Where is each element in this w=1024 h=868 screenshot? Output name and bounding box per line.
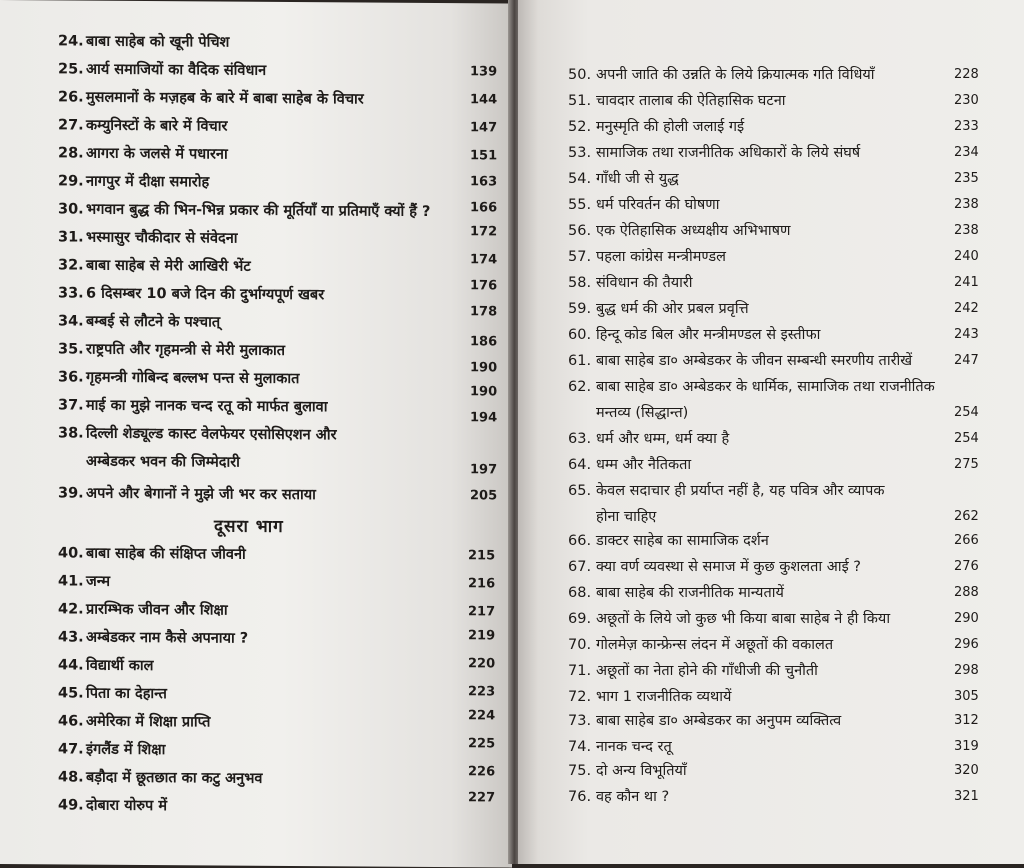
toc-entry (58, 712, 210, 731)
toc-entry-number: 54. (568, 170, 596, 188)
toc-page-number: 223 (468, 683, 495, 701)
toc-entry-title: पहला कांग्रेस मन्त्रीमण्डल (596, 249, 726, 265)
toc-page-number: 176 (470, 277, 497, 295)
toc-page-number: 319 (954, 738, 979, 756)
toc-entry-title: वह कौन था ? (596, 789, 669, 805)
toc-entry-number: 44. (58, 656, 86, 674)
toc-entry (58, 32, 229, 51)
toc-entry-title: भस्मासुर चौकीदार से संवेदना (86, 230, 238, 247)
toc-page-number: 166 (470, 199, 497, 217)
toc-entry-title: बड़ौदा में छूतछात का कटु अनुभव (86, 770, 263, 787)
toc-entry-title: बम्बई से लौटने के पश्चात् (86, 314, 220, 331)
toc-page-number: 178 (470, 303, 497, 321)
toc-page-number: 151 (470, 147, 497, 165)
toc-entry (568, 508, 656, 526)
toc-entry (568, 662, 818, 680)
toc-page-number: 290 (954, 610, 979, 628)
toc-page-number: 320 (954, 762, 979, 780)
toc-entry (568, 274, 693, 292)
toc-page-number: 139 (470, 63, 497, 81)
toc-entry-title: राष्ट्रपति और गृहमन्त्री से मेरी मुलाकात (86, 342, 285, 359)
toc-entry-number: 32. (58, 256, 86, 274)
toc-entry-title: नानक चन्द रतू (596, 739, 672, 755)
toc-entry-title: केवल सदाचार ही प्रर्याप्त नहीं है, यह पवित्र और व्यापक (596, 483, 885, 499)
toc-entry-number: 68. (568, 584, 596, 602)
toc-entry (568, 118, 744, 136)
toc-entry-number: 35. (58, 340, 86, 358)
toc-page-number: 247 (954, 352, 979, 370)
toc-entry-title: अपने और बेगानों ने मुझे जी भर कर सताया (86, 486, 316, 504)
toc-entry (58, 172, 209, 191)
toc-entry-title: दिल्ली शेड्यूल्ड कास्ट वेलफेयर एसोसिएशन और (86, 426, 337, 444)
toc-entry-title: बाबा साहेब की राजनीतिक मान्यतायें (596, 585, 784, 601)
toc-page-number: 172 (470, 223, 497, 241)
toc-page-number: 276 (954, 558, 979, 576)
toc-entry (58, 544, 246, 563)
toc-entry-number: 61. (568, 352, 596, 370)
toc-page-number: 219 (468, 627, 495, 645)
toc-page-number: 215 (468, 547, 495, 565)
toc-entry-number: 40. (58, 544, 86, 562)
toc-page-number: 144 (470, 91, 497, 109)
toc-entry-title: नागपुर में दीक्षा समारोह (86, 174, 209, 191)
toc-page-number: 216 (468, 575, 495, 593)
toc-entry-title: धर्म और धम्म, धर्म क्या है (596, 431, 729, 447)
toc-entry (58, 284, 324, 304)
toc-entry (58, 684, 167, 703)
toc-page-number: 205 (470, 487, 497, 505)
toc-entry (58, 200, 430, 221)
toc-entry (568, 762, 687, 780)
toc-page-number: 234 (954, 144, 979, 162)
toc-entry (58, 116, 227, 135)
toc-page-number: 296 (954, 636, 979, 654)
toc-entry-title: गोलमेज़ कान्फ्रेन्स लंदन में अछूतों की वकालत (596, 637, 833, 653)
toc-entry-title: संविधान की तैयारी (596, 275, 693, 291)
toc-entry-number: 43. (58, 628, 86, 646)
toc-entry-number: 74. (568, 738, 596, 756)
toc-entry-title: आगरा के जलसे में पधारना (86, 146, 228, 163)
toc-page-number: 224 (468, 707, 495, 725)
section-heading: दूसरा भाग (214, 513, 284, 536)
toc-entry-number: 57. (568, 248, 596, 266)
toc-page-number: 243 (954, 326, 979, 344)
right-page (518, 0, 1024, 864)
toc-entry (58, 600, 228, 619)
toc-page-number: 233 (954, 118, 979, 136)
toc-entry-title: मन्तव्य (सिद्धान्त) (596, 405, 688, 421)
toc-page-number: 241 (954, 274, 979, 292)
toc-entry-number: 42. (58, 600, 86, 618)
toc-page-number: 312 (954, 712, 979, 730)
toc-entry (568, 688, 731, 706)
toc-entry (58, 340, 285, 360)
toc-entry-number: 56. (568, 222, 596, 240)
toc-entry (58, 144, 228, 163)
toc-entry-number: 29. (58, 172, 86, 190)
toc-page-number: 262 (954, 508, 979, 526)
toc-entry-number: 72. (568, 688, 596, 706)
toc-entry-number: 46. (58, 712, 86, 730)
toc-entry-title: 6 दिसम्बर 10 बजे दिन की दुर्भाग्यपूर्ण खबर (86, 286, 324, 304)
toc-entry-number: 27. (58, 116, 86, 134)
toc-page-number: 147 (470, 119, 497, 137)
toc-page-number: 228 (954, 66, 979, 84)
toc-entry-title: भगवान बुद्ध की भिन-भिन्न प्रकार की मूर्तियाँ या प्रतिमाएँ क्यों हैं ? (86, 202, 430, 220)
toc-entry (568, 144, 860, 162)
toc-entry-title: बाबा साहेब को खूनी पेचिश (86, 34, 229, 51)
toc-entry-number: 45. (58, 684, 86, 702)
toc-entry-number: 25. (58, 60, 86, 78)
toc-entry (568, 584, 784, 602)
toc-page-number: 288 (954, 584, 979, 602)
toc-entry-title: बाबा साहेब से मेरी आखिरी भेंट (86, 258, 251, 275)
toc-entry (568, 738, 672, 756)
toc-entry (58, 628, 248, 647)
toc-entry (568, 610, 890, 628)
toc-entry-number: 51. (568, 92, 596, 110)
toc-entry-title: इंगलैंड में शिक्षा (86, 742, 165, 759)
toc-entry (58, 740, 165, 759)
toc-entry-number: 31. (58, 228, 86, 246)
toc-entry (568, 404, 688, 422)
toc-entry-number: 36. (58, 368, 86, 386)
toc-entry (58, 452, 240, 471)
toc-entry-title: बाबा साहेब डा० अम्बेडकर का अनुपम व्यक्तित्व (596, 713, 841, 729)
toc-entry (568, 532, 769, 550)
toc-entry-title: अम्बेडकर नाम कैसे अपनाया ? (86, 630, 248, 647)
toc-page-number: 275 (954, 456, 979, 474)
toc-entry (58, 796, 167, 815)
toc-entry-number: 63. (568, 430, 596, 448)
toc-entry-number: 28. (58, 144, 86, 162)
toc-entry-title: अछूतों के लिये जो कुछ भी किया बाबा साहेब ने ही किया (596, 611, 890, 627)
toc-entry-title: बुद्ध धर्म की ओर प्रबल प्रवृत्ति (596, 301, 749, 317)
toc-entry (58, 60, 266, 79)
toc-entry-title: विद्यार्थी काल (86, 658, 154, 674)
toc-entry-title: होना चाहिए (596, 509, 656, 525)
toc-entry-number: 50. (568, 66, 596, 84)
toc-entry-title: मनुस्मृति की होली जलाई गई (596, 119, 744, 135)
toc-entry-number: 71. (568, 662, 596, 680)
toc-entry-title: आर्य समाजियों का वैदिक संविधान (86, 62, 266, 79)
toc-entry-number: 70. (568, 636, 596, 654)
toc-page-number: 190 (470, 383, 497, 401)
toc-entry-title: सामाजिक तथा राजनीतिक अधिकारों के लिये संघर्ष (596, 145, 860, 161)
toc-entry (568, 222, 791, 240)
toc-entry-number: 49. (58, 796, 86, 814)
toc-page-number: 238 (954, 222, 979, 240)
toc-entry-title: प्रारम्भिक जीवन और शिक्षा (86, 602, 228, 619)
toc-page-number: 240 (954, 248, 979, 266)
toc-entry (568, 92, 786, 110)
toc-page-number: 186 (470, 333, 497, 351)
toc-entry-number: 34. (58, 312, 86, 330)
toc-page-number: 197 (470, 461, 497, 479)
toc-entry-title: धम्म और नैतिकता (596, 457, 691, 473)
toc-entry-title: अपनी जाति की उन्नति के लिये क्रियात्मक गति विधियाँ (596, 67, 875, 83)
toc-entry-number: 67. (568, 558, 596, 576)
toc-page-number: 266 (954, 532, 979, 550)
toc-entry-title: भाग 1 राजनीतिक व्यथायें (596, 689, 731, 705)
toc-entry-number: 26. (58, 88, 86, 106)
toc-entry (568, 66, 875, 84)
toc-entry-number: 58. (568, 274, 596, 292)
toc-entry-title: बाबा साहेब की संक्षिप्त जीवनी (86, 546, 246, 563)
toc-page-number: 225 (468, 735, 495, 753)
toc-page-number: 217 (468, 603, 495, 621)
toc-entry-number: 65. (568, 482, 596, 500)
toc-entry (568, 248, 726, 266)
toc-entry-number: 53. (568, 144, 596, 162)
toc-entry-number: 64. (568, 456, 596, 474)
toc-entry-number: 60. (568, 326, 596, 344)
toc-entry-number: 75. (568, 762, 596, 780)
toc-page-number: 321 (954, 788, 979, 806)
toc-page-number: 298 (954, 662, 979, 680)
toc-entry-number: 55. (568, 196, 596, 214)
toc-entry-number: 33. (58, 284, 86, 302)
toc-entry-number: 66. (568, 532, 596, 550)
toc-page-number: 226 (468, 763, 495, 781)
toc-entry (568, 788, 669, 806)
toc-entry-title: पिता का देहान्त (86, 686, 167, 703)
toc-entry (568, 326, 820, 344)
toc-entry (58, 572, 110, 590)
toc-entry-title: बाबा साहेब डा० अम्बेडकर के धार्मिक, सामाजिक तथा राजनीतिक (596, 379, 935, 395)
toc-entry (58, 424, 337, 444)
toc-page-number: 235 (954, 170, 979, 188)
toc-entry-number: 69. (568, 610, 596, 628)
toc-entry (58, 368, 299, 388)
toc-entry-title: माई का मुझे नानक चन्द रतू को मार्फत बुलावा (86, 398, 327, 416)
toc-entry (568, 558, 861, 576)
toc-entry-number: 62. (568, 378, 596, 396)
toc-page-number: 242 (954, 300, 979, 318)
toc-entry-number: 38. (58, 424, 86, 442)
toc-entry (58, 484, 316, 504)
toc-entry-title: बाबा साहेब डा० अम्बेडकर के जीवन सम्बन्धी स्मरणीय तारीखें (596, 353, 912, 369)
toc-entry-title: अछूतों का नेता होने की गाँधीजी की चुनौती (596, 663, 818, 679)
toc-page-number: 174 (470, 251, 497, 269)
toc-entry-title: गाँधी जी से युद्ध (596, 171, 679, 187)
toc-page-number: 254 (954, 404, 979, 422)
toc-entry-title: दो अन्य विभूतियाँ (596, 763, 687, 779)
toc-page-number: 227 (468, 789, 495, 807)
toc-entry (58, 656, 154, 675)
toc-entry (568, 196, 720, 214)
toc-entry-title: कम्युनिस्टों के बारे में विचार (86, 118, 227, 135)
toc-entry-title: हिन्दू कोड बिल और मन्त्रीमण्डल से इस्तीफा (596, 327, 820, 343)
toc-entry-number: 30. (58, 200, 86, 218)
toc-entry-title: अम्बेडकर भवन की जिम्मेदारी (86, 454, 240, 471)
toc-entry (568, 430, 729, 448)
toc-entry-number: 41. (58, 572, 86, 590)
toc-entry (568, 636, 833, 654)
toc-entry-title: अमेरिका में शिक्षा प्राप्ति (86, 714, 210, 731)
toc-page-number: 190 (470, 359, 497, 377)
toc-entry-title: डाक्टर साहेब का सामाजिक दर्शन (596, 533, 769, 549)
toc-entry-title: धर्म परिवर्तन की घोषणा (596, 197, 720, 213)
toc-entry-title: गृहमन्त्री गोबिन्द बल्लभ पन्त से मुलाकात (86, 370, 299, 387)
toc-entry-number: 73. (568, 712, 596, 730)
toc-entry (58, 88, 364, 108)
toc-entry-title: चावदार तालाब की ऐतिहासिक घटना (596, 93, 786, 109)
toc-page-number: 220 (468, 655, 495, 673)
toc-entry (58, 312, 220, 331)
toc-entry (58, 256, 251, 275)
toc-entry-number: 76. (568, 788, 596, 806)
toc-entry-title: दोबारा योरुप में (86, 798, 167, 815)
toc-page-number: 194 (470, 409, 497, 427)
toc-page-number: 163 (470, 173, 497, 191)
toc-entry-number: 59. (568, 300, 596, 318)
toc-entry (58, 228, 238, 247)
toc-page-number: 254 (954, 430, 979, 448)
toc-entry (568, 712, 841, 730)
toc-entry (58, 396, 327, 416)
toc-entry (568, 456, 691, 474)
toc-entry-number: 39. (58, 484, 86, 502)
toc-entry (568, 352, 912, 370)
toc-entry-number: 52. (568, 118, 596, 136)
toc-entry-title: मुसलमानों के मज़हब के बारे में बाबा साहेब के विचार (86, 90, 364, 108)
toc-page-number: 230 (954, 92, 979, 110)
toc-page-number: 305 (954, 688, 979, 706)
toc-entry (568, 378, 935, 396)
toc-entry (568, 170, 679, 188)
toc-entry-title: जन्म (86, 574, 110, 590)
toc-entry (568, 300, 749, 318)
toc-entry-number: 24. (58, 32, 86, 50)
toc-entry-number: 48. (58, 768, 86, 786)
toc-entry-number: 37. (58, 396, 86, 414)
toc-entry (58, 768, 263, 787)
toc-entry-title: क्या वर्ण व्यवस्था से समाज में कुछ कुशलता आई ? (596, 559, 861, 575)
toc-entry (568, 482, 885, 500)
toc-page-number: 238 (954, 196, 979, 214)
toc-entry-title: एक ऐतिहासिक अध्यक्षीय अभिभाषण (596, 223, 791, 239)
toc-entry-number: 47. (58, 740, 86, 758)
